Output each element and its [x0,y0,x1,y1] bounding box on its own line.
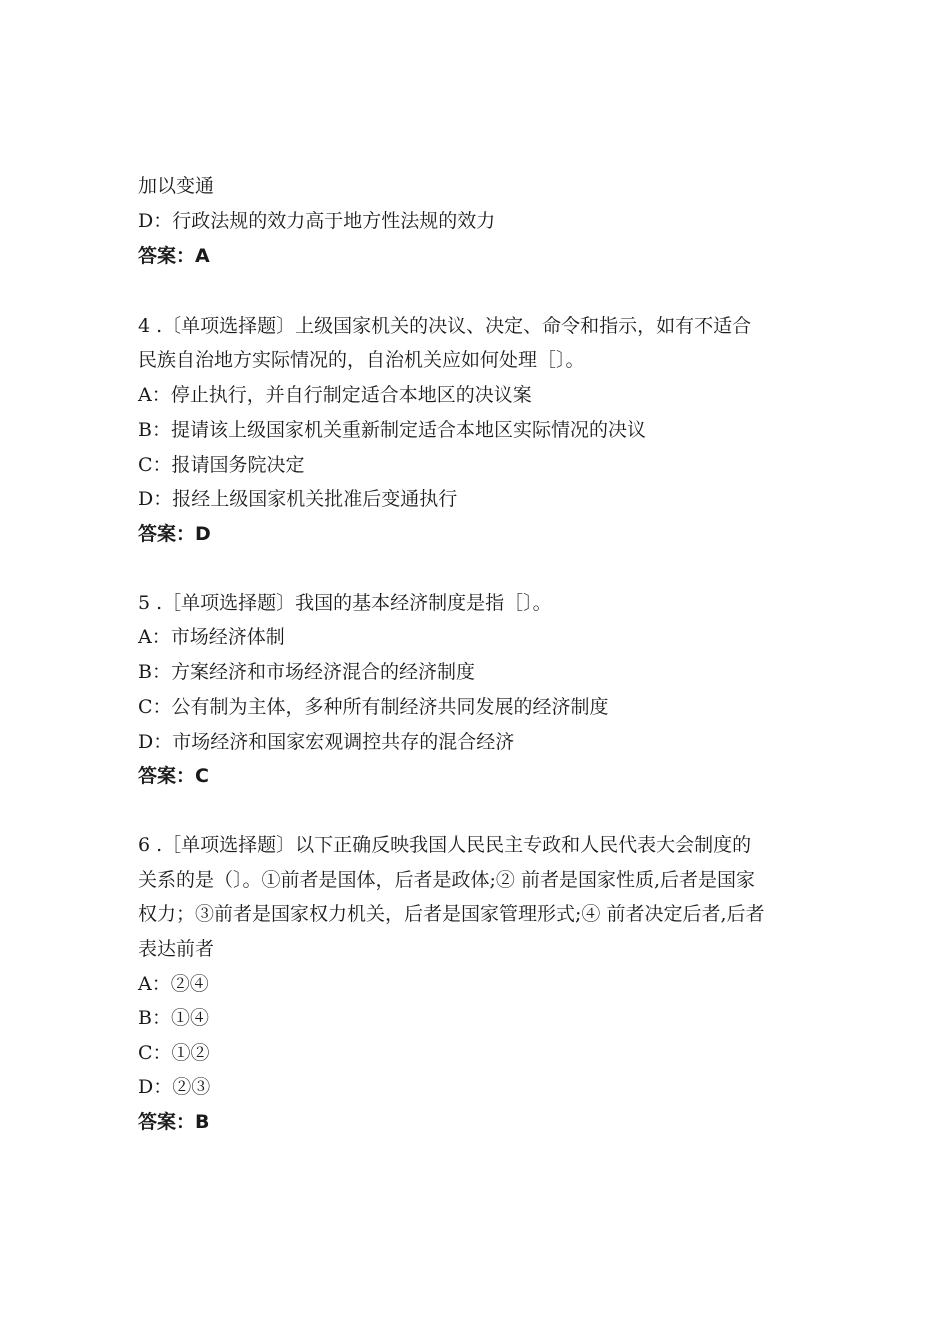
answer-line: 答案：B [138,1111,210,1133]
option-a: A：②④ [138,973,209,995]
question-6-text-continued: 关系的是（〕。①前者是国体，后者是政体;② 前者是国家性质,后者是国家 [138,869,755,891]
option-b: B：方案经济和市场经济混合的经济制度 [138,661,475,683]
option-c: C：报请国务院决定 [138,454,305,476]
option-d: D：行政法规的效力高于地方性法规的效力 [138,210,496,232]
question-5-text: 5 .［单项选择题〕我国的基本经济制度是指［〕。 [138,592,552,614]
option-a: A：市场经济体制 [138,626,285,648]
option-b: B：提请该上级国家机关重新制定适合本地区实际情况的决议 [138,419,646,441]
option-b: B：①④ [138,1007,209,1029]
option-c: C：①② [138,1042,210,1064]
question-6-text-continued: 表达前者 [138,938,215,960]
question-4-text-continued: 民族自治地方实际情况的，自治机关应如何处理［〕。 [138,349,585,371]
answer-line: 答案：A [138,245,210,267]
question-4-text: 4 .〔单项选择题〕上级国家机关的决议、决定、命令和指示，如有不适合 [138,315,752,337]
question-6-text: 6 .［单项选择题〕以下正确反映我国人民民主专政和人民代表大会制度的 [138,834,752,856]
option-d: D：②③ [138,1076,211,1098]
option-d: D：市场经济和国家宏观调控共存的混合经济 [138,731,515,753]
question-6-text-continued: 权力；③前者是国家权力机关，后者是国家管理形式;④ 前者决定后者,后者 [138,903,765,925]
option-d: D：报经上级国家机关批准后变通执行 [138,488,458,510]
option-a: A：停止执行，并自行制定适合本地区的决议案 [138,384,532,406]
answer-line: 答案：D [138,523,211,545]
option-c: C：公有制为主体，多种所有制经济共同发展的经济制度 [138,696,609,718]
answer-line: 答案：C [138,765,209,787]
option-line: 加以变通 [138,175,215,197]
